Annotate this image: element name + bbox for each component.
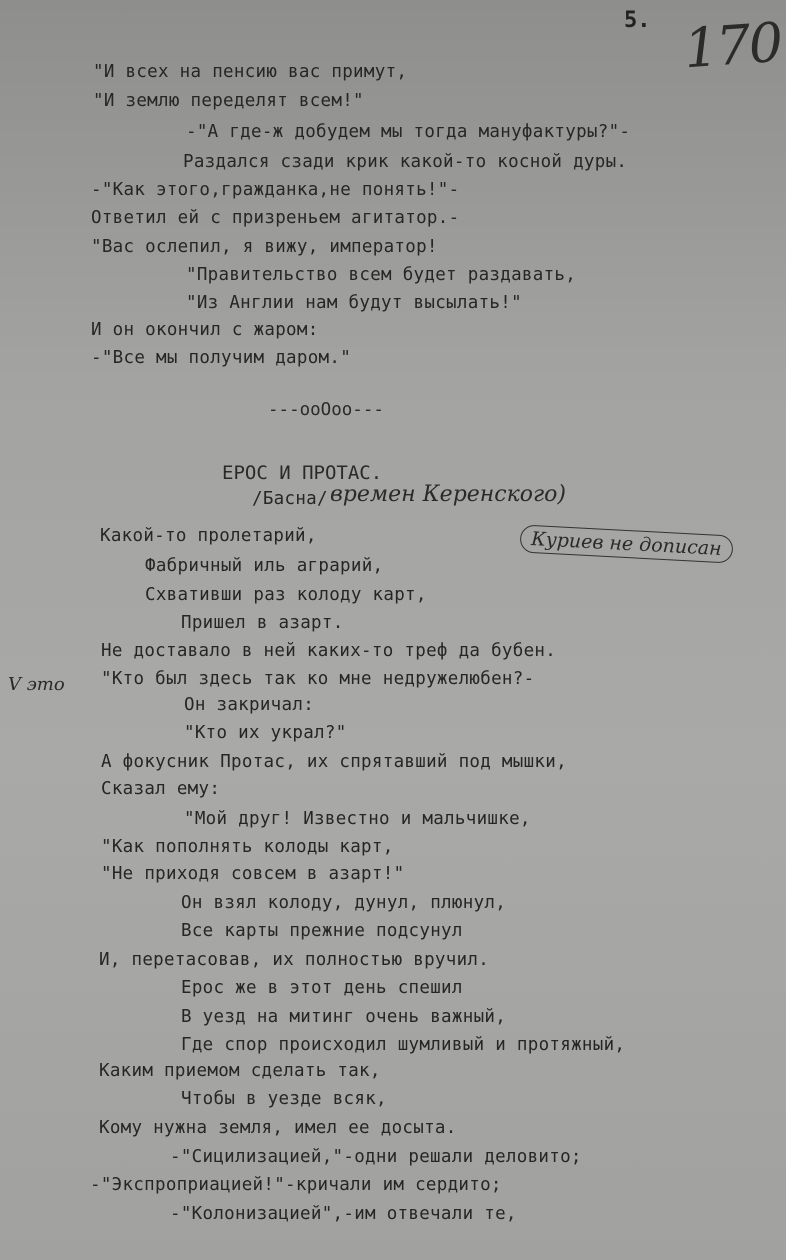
poem-line: Ерос же в этот день спешил: [181, 978, 463, 998]
poem-line: В уезд на митинг очень важный,: [181, 1007, 507, 1027]
poem-line: Пришел в азарт.: [181, 613, 344, 633]
handwritten-subtitle-addition: времен Керенского): [330, 482, 566, 507]
poem-line: Он закричал:: [184, 695, 315, 715]
poem-line: "Кто был здесь так ко мне недружелюбен?-: [101, 669, 535, 689]
poem-line: Сказал ему:: [101, 779, 221, 799]
poem-line: -"Все мы получим даром.": [91, 348, 352, 368]
poem-line: Чтобы в уезде всяк,: [181, 1089, 387, 1109]
poem-line: Раздался сзади крик какой-то косной дуры.: [183, 152, 628, 172]
poem-line: "И всех на пенсию вас примут,: [93, 62, 408, 82]
poem-line: И, перетасовав, их полностью вручил.: [99, 950, 490, 970]
poem-line: Схвативши раз колоду карт,: [145, 585, 427, 605]
poem-line: Где спор происходил шумливый и протяжный,: [181, 1035, 626, 1055]
poem-line: -"Сицилизацией,"-одни решали деловито;: [170, 1147, 582, 1167]
poem-line: Ответил ей с призреньем агитатор.-: [91, 208, 460, 228]
page-number: 5.: [624, 8, 651, 33]
poem-line: И он окончил с жаром:: [91, 320, 319, 340]
handwritten-margin-insertion: V это: [8, 674, 65, 695]
poem-line: Не доставало в ней каких-то треф да бубен.: [101, 641, 557, 661]
fable-title: ЕРОС И ПРОТАС.: [222, 462, 383, 484]
poem-line: "Не приходя совсем в азарт!": [101, 864, 405, 884]
poem-line: Кому нужна земля, имел ее досыта.: [99, 1118, 457, 1138]
poem-line: "Правительство всем будет раздавать,: [186, 265, 577, 285]
handwritten-margin-note: Куриев не дописан: [519, 524, 733, 563]
poem-line: Каким приемом сделать так,: [99, 1061, 381, 1081]
poem-line: Он взял колоду, дунул, плюнул,: [181, 893, 507, 913]
section-separator: ---ooOoo---: [268, 400, 384, 420]
poem-line: "Из Англии нам будут высылать!": [186, 293, 522, 313]
poem-line: А фокусник Протас, их спрятавший под мышки,: [101, 752, 567, 772]
poem-line: -"Колонизацией",-им отвечали те,: [170, 1204, 517, 1224]
folio-number-handwritten: 170: [681, 10, 784, 81]
poem-line: "И землю переделят всем!": [93, 91, 364, 111]
poem-line: "Как пополнять колоды карт,: [101, 837, 394, 857]
poem-line: Фабричный иль аграрий,: [145, 556, 384, 576]
poem-line: "Мой друг! Известно и мальчишке,: [184, 809, 531, 829]
poem-line: -"А где-ж добудем мы тогда мануфактуры?"-: [186, 122, 631, 142]
poem-line: "Кто их украл?": [184, 723, 347, 743]
fable-subtitle: /Басна/: [252, 489, 328, 509]
poem-line: "Вас ослепил, я вижу, император!: [91, 237, 438, 257]
poem-line: -"Экспроприацией!"-кричали им сердито;: [90, 1175, 502, 1195]
poem-line: Все карты прежние подсунул: [181, 921, 463, 941]
poem-line: -"Как этого,гражданка,не понять!"-: [91, 180, 460, 200]
poem-line: Какой-то пролетарий,: [100, 526, 317, 546]
